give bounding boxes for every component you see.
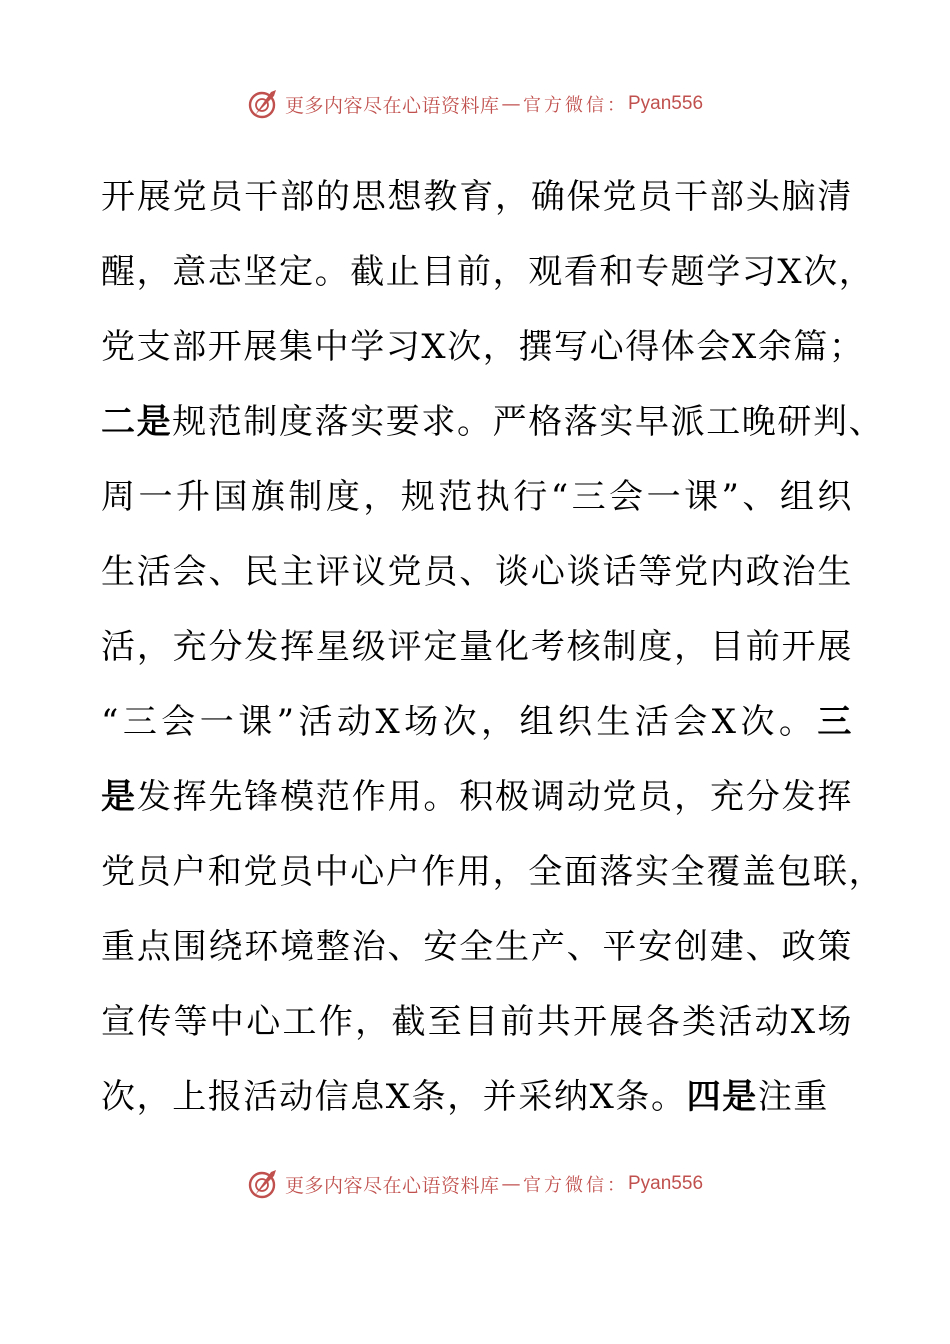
quill-pen-logo-icon xyxy=(247,1168,279,1200)
bold-heading-marker: 四是 xyxy=(686,1077,758,1117)
footer-watermark xyxy=(0,1164,950,1204)
text-segment: 党支部开展集中学习X次，撰写心得体会X余篇； xyxy=(101,327,865,367)
header-watermark xyxy=(0,84,950,124)
text-segment: 周一升国旗制度，规范执行“三会一课”、组织 xyxy=(101,477,853,517)
text-segment: 宣传等中心工作，截至目前共开展各类活动X场 xyxy=(101,1002,853,1042)
text-line xyxy=(101,610,853,685)
watermark-label: 官方微信： xyxy=(523,95,628,116)
text-line xyxy=(101,1060,853,1135)
text-segment: 发挥先锋模范作用。积极调动党员，充分发挥 xyxy=(136,777,853,817)
document-body xyxy=(101,160,885,1135)
text-line xyxy=(101,985,853,1060)
text-segment: 党员户和党员中心户作用，全面落实全覆盖包联， xyxy=(101,852,885,892)
text-line xyxy=(101,460,853,535)
bold-heading-marker: 二是 xyxy=(101,402,173,442)
text-line xyxy=(101,685,853,760)
text-segment: “三会一课”活动X场次，组织生活会X次。 xyxy=(101,702,818,742)
quill-pen-logo-icon xyxy=(247,88,279,120)
watermark-separator: — xyxy=(501,1173,521,1195)
text-line xyxy=(101,160,853,235)
watermark-separator: — xyxy=(501,93,521,115)
bold-heading-marker: 是 xyxy=(101,777,137,817)
text-segment: 开展党员干部的思想教育，确保党员干部头脑清 xyxy=(101,177,853,217)
bold-heading-marker: 三 xyxy=(817,702,853,742)
text-segment: 生活会、民主评议党员、谈心谈话等党内政治生 xyxy=(101,552,853,592)
text-line xyxy=(101,910,853,985)
text-segment: 规范制度落实要求。严格落实早派工晚研判、 xyxy=(172,402,885,442)
watermark-wechat-id: Pyan556 xyxy=(628,1173,704,1194)
watermark-wechat-id: Pyan556 xyxy=(628,93,704,114)
watermark-site-text: 更多内容尽在心语资料库 xyxy=(284,94,500,117)
text-segment: 注重 xyxy=(757,1077,830,1117)
text-line xyxy=(101,235,875,310)
text-line xyxy=(101,835,885,910)
text-segment: 重点围绕环境整治、安全生产、平安创建、政策 xyxy=(101,927,853,967)
text-segment: 次，上报活动信息X条，并采纳X条。 xyxy=(101,1077,687,1117)
text-segment: 活，充分发挥星级评定量化考核制度，目前开展 xyxy=(101,627,853,667)
watermark-label: 官方微信： xyxy=(523,1175,628,1196)
text-line xyxy=(101,385,885,460)
text-line xyxy=(101,760,853,835)
text-segment: 醒，意志坚定。截止目前，观看和专题学习X次， xyxy=(101,252,875,292)
text-line xyxy=(101,535,853,610)
text-line xyxy=(101,310,865,385)
watermark-site-text: 更多内容尽在心语资料库 xyxy=(284,1174,500,1197)
